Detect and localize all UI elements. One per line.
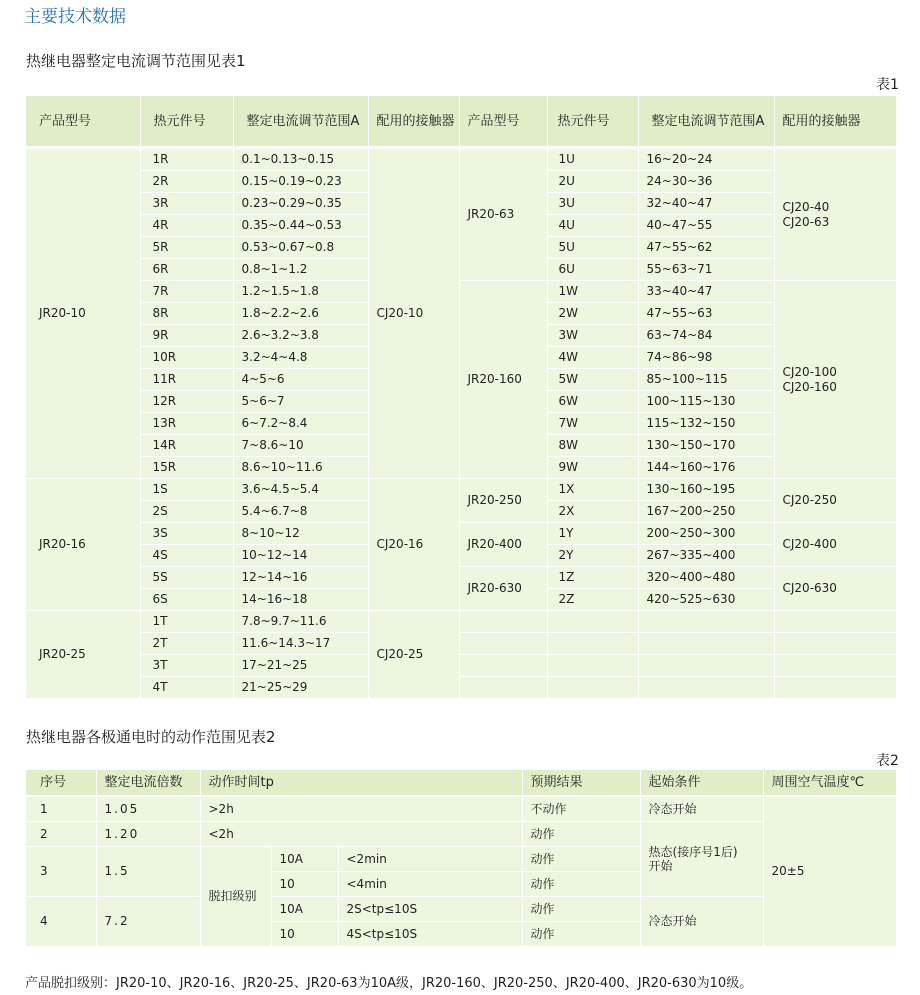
current-range: 63~74~84 bbox=[638, 325, 774, 347]
current-range: 267~335~400 bbox=[638, 545, 774, 567]
heater-element: 11R bbox=[140, 369, 233, 391]
heater-element: 3T bbox=[140, 655, 233, 677]
heater-element: 6S bbox=[140, 589, 233, 611]
heater-element: 2X bbox=[547, 501, 638, 523]
ambient-temperature: 20±5 bbox=[763, 796, 896, 947]
current-range: 420~525~630 bbox=[638, 589, 774, 611]
heater-element: 2T bbox=[140, 633, 233, 655]
current-range: 14~16~18 bbox=[233, 589, 368, 611]
heater-element: 2S bbox=[140, 501, 233, 523]
action-time: 4S<tp≤10S bbox=[338, 922, 522, 947]
heater-element: 3W bbox=[547, 325, 638, 347]
current-range: 1.2~1.5~1.8 bbox=[233, 281, 368, 303]
trip-class: 10 bbox=[271, 872, 338, 897]
current-range: 3.2~4~4.8 bbox=[233, 347, 368, 369]
heater-element: 2U bbox=[547, 171, 638, 193]
table1-row bbox=[26, 655, 896, 677]
current-multiple: 1.20 bbox=[96, 822, 200, 847]
table2-header-cell: 预期结果 bbox=[522, 770, 640, 796]
heater-element: 2Y bbox=[547, 545, 638, 567]
heater-element: 1T bbox=[140, 611, 233, 633]
current-range: 320~400~480 bbox=[638, 567, 774, 589]
empty-cell bbox=[459, 677, 547, 699]
empty-cell bbox=[638, 655, 774, 677]
current-range: 200~250~300 bbox=[638, 523, 774, 545]
heater-element: 1R bbox=[140, 148, 233, 171]
current-range: 167~200~250 bbox=[638, 501, 774, 523]
current-multiple: 7.2 bbox=[96, 897, 200, 947]
heater-element: 2R bbox=[140, 171, 233, 193]
current-range: 8~10~12 bbox=[233, 523, 368, 545]
table2-header-cell: 起始条件 bbox=[640, 770, 763, 796]
action-time: <2h bbox=[200, 822, 522, 847]
table1-header-cell: 热元件号 bbox=[547, 96, 638, 148]
current-range: 1.8~2.2~2.6 bbox=[233, 303, 368, 325]
empty-cell bbox=[774, 633, 896, 655]
heater-element: 14R bbox=[140, 435, 233, 457]
empty-cell bbox=[547, 633, 638, 655]
current-range: 130~160~195 bbox=[638, 479, 774, 501]
heater-element: 9R bbox=[140, 325, 233, 347]
heater-element: 4T bbox=[140, 677, 233, 699]
expected-result: 动作 bbox=[522, 872, 640, 897]
current-range: 16~20~24 bbox=[638, 148, 774, 171]
heater-element: 10R bbox=[140, 347, 233, 369]
action-time: 2S<tp≤10S bbox=[338, 897, 522, 922]
table1-row bbox=[26, 479, 896, 501]
heater-element: 5R bbox=[140, 237, 233, 259]
table1-row bbox=[26, 677, 896, 699]
table1-header-cell: 产品型号 bbox=[26, 96, 140, 148]
current-range: 7.8~9.7~11.6 bbox=[233, 611, 368, 633]
heater-element: 12R bbox=[140, 391, 233, 413]
table2-header-row bbox=[26, 770, 896, 796]
table1-header-cell: 配用的接触器 bbox=[368, 96, 459, 148]
heater-element: 1Y bbox=[547, 523, 638, 545]
current-multiple: 1.5 bbox=[96, 847, 200, 897]
table1-header-cell: 热元件号 bbox=[140, 96, 233, 148]
contactor: CJ20-100 CJ20-160 bbox=[774, 281, 896, 479]
current-range: 85~100~115 bbox=[638, 369, 774, 391]
current-range: 0.23~0.29~0.35 bbox=[233, 193, 368, 215]
heater-element: 3R bbox=[140, 193, 233, 215]
current-range: 11.6~14.3~17 bbox=[233, 633, 368, 655]
current-range: 0.15~0.19~0.23 bbox=[233, 171, 368, 193]
heater-element: 5U bbox=[547, 237, 638, 259]
row-number: 2 bbox=[26, 822, 96, 847]
current-range: 5.4~6.7~8 bbox=[233, 501, 368, 523]
row-number: 3 bbox=[26, 847, 96, 897]
empty-cell bbox=[638, 611, 774, 633]
heater-element: 4R bbox=[140, 215, 233, 237]
empty-cell bbox=[547, 677, 638, 699]
heater-element: 3U bbox=[547, 193, 638, 215]
table2-header-cell: 序号 bbox=[26, 770, 96, 796]
current-range: 130~150~170 bbox=[638, 435, 774, 457]
empty-cell bbox=[638, 633, 774, 655]
table1-row bbox=[26, 148, 896, 171]
empty-cell bbox=[547, 655, 638, 677]
current-range: 6~7.2~8.4 bbox=[233, 413, 368, 435]
heater-element: 1U bbox=[547, 148, 638, 171]
empty-cell bbox=[459, 633, 547, 655]
heater-element: 5W bbox=[547, 369, 638, 391]
current-range: 100~115~130 bbox=[638, 391, 774, 413]
start-condition: 冷态开始 bbox=[640, 796, 763, 822]
current-range: 24~30~36 bbox=[638, 171, 774, 193]
heater-element: 4W bbox=[547, 347, 638, 369]
current-range: 7~8.6~10 bbox=[233, 435, 368, 457]
heater-element: 6W bbox=[547, 391, 638, 413]
section-title: 主要技术数据 bbox=[24, 7, 126, 27]
table2 bbox=[26, 770, 897, 947]
product-model: JR20-16 bbox=[26, 479, 140, 611]
contactor: CJ20-16 bbox=[368, 479, 459, 611]
trip-class-label: 脱扣级别 bbox=[200, 847, 271, 947]
current-range: 12~14~16 bbox=[233, 567, 368, 589]
heater-element: 15R bbox=[140, 457, 233, 479]
current-range: 0.35~0.44~0.53 bbox=[233, 215, 368, 237]
action-time: <2min bbox=[338, 847, 522, 872]
contactor: CJ20-25 bbox=[368, 611, 459, 699]
product-model: JR20-400 bbox=[459, 523, 547, 567]
current-range: 47~55~63 bbox=[638, 303, 774, 325]
heater-element: 5S bbox=[140, 567, 233, 589]
heater-element: 8W bbox=[547, 435, 638, 457]
heater-element: 4S bbox=[140, 545, 233, 567]
current-range: 4~5~6 bbox=[233, 369, 368, 391]
product-model: JR20-10 bbox=[26, 148, 140, 479]
table1-label: 表1 bbox=[876, 77, 899, 93]
product-model: JR20-250 bbox=[459, 479, 547, 523]
current-range: 33~40~47 bbox=[638, 281, 774, 303]
empty-cell bbox=[459, 611, 547, 633]
table1-row bbox=[26, 567, 896, 589]
empty-cell bbox=[774, 611, 896, 633]
start-condition: 热态(接序号1后) 开始 bbox=[640, 822, 763, 897]
row-number: 1 bbox=[26, 796, 96, 822]
table1-body bbox=[26, 96, 896, 699]
contactor: CJ20-10 bbox=[368, 148, 459, 479]
table2-header-cell: 动作时间tp bbox=[200, 770, 522, 796]
empty-cell bbox=[774, 677, 896, 699]
current-range: 2.6~3.2~3.8 bbox=[233, 325, 368, 347]
table1-caption: 热继电器整定电流调节范围见表1 bbox=[26, 52, 246, 70]
trip-class: 10A bbox=[271, 897, 338, 922]
table1-row bbox=[26, 281, 896, 303]
action-time: >2h bbox=[200, 796, 522, 822]
heater-element: 1Z bbox=[547, 567, 638, 589]
heater-element: 6R bbox=[140, 259, 233, 281]
expected-result: 动作 bbox=[522, 897, 640, 922]
product-model: JR20-25 bbox=[26, 611, 140, 699]
trip-class: 10A bbox=[271, 847, 338, 872]
current-range: 3.6~4.5~5.4 bbox=[233, 479, 368, 501]
start-condition: 冷态开始 bbox=[640, 897, 763, 947]
heater-element: 2Z bbox=[547, 589, 638, 611]
empty-cell bbox=[459, 655, 547, 677]
current-range: 40~47~55 bbox=[638, 215, 774, 237]
heater-element: 7R bbox=[140, 281, 233, 303]
current-range: 144~160~176 bbox=[638, 457, 774, 479]
contactor: CJ20-400 bbox=[774, 523, 896, 567]
empty-cell bbox=[774, 655, 896, 677]
product-model: JR20-63 bbox=[459, 148, 547, 281]
heater-element: 2W bbox=[547, 303, 638, 325]
current-range: 55~63~71 bbox=[638, 259, 774, 281]
heater-element: 1S bbox=[140, 479, 233, 501]
heater-element: 9W bbox=[547, 457, 638, 479]
empty-cell bbox=[638, 677, 774, 699]
heater-element: 7W bbox=[547, 413, 638, 435]
table2-label: 表2 bbox=[876, 753, 899, 769]
table1-header-cell: 整定电流调节范围A bbox=[638, 96, 774, 148]
table1-header-row bbox=[26, 96, 896, 148]
current-range: 32~40~47 bbox=[638, 193, 774, 215]
heater-element: 8R bbox=[140, 303, 233, 325]
table1-header-cell: 产品型号 bbox=[459, 96, 547, 148]
footnote: 产品脱扣级别：JR20-10、JR20-16、JR20-25、JR20-63为10A级，JR20-160、JR20-250、JR20-400、JR20-630为10级。 bbox=[25, 976, 753, 991]
current-range: 0.1~0.13~0.15 bbox=[233, 148, 368, 171]
current-range: 8.6~10~11.6 bbox=[233, 457, 368, 479]
heater-element: 4U bbox=[547, 215, 638, 237]
table1 bbox=[26, 96, 897, 699]
contactor: CJ20-40 CJ20-63 bbox=[774, 148, 896, 281]
heater-element: 6U bbox=[547, 259, 638, 281]
current-range: 17~21~25 bbox=[233, 655, 368, 677]
row-number: 4 bbox=[26, 897, 96, 947]
table2-caption: 热继电器各极通电时的动作范围见表2 bbox=[26, 728, 276, 746]
product-model: JR20-630 bbox=[459, 567, 547, 611]
expected-result: 动作 bbox=[522, 822, 640, 847]
table2-header-cell: 整定电流倍数 bbox=[96, 770, 200, 796]
heater-element: 13R bbox=[140, 413, 233, 435]
expected-result: 动作 bbox=[522, 922, 640, 947]
table2-row bbox=[26, 796, 896, 822]
expected-result: 动作 bbox=[522, 847, 640, 872]
table1-header-cell: 配用的接触器 bbox=[774, 96, 896, 148]
table1-row bbox=[26, 611, 896, 633]
current-range: 115~132~150 bbox=[638, 413, 774, 435]
current-range: 0.53~0.67~0.8 bbox=[233, 237, 368, 259]
table1-row bbox=[26, 633, 896, 655]
current-range: 10~12~14 bbox=[233, 545, 368, 567]
expected-result: 不动作 bbox=[522, 796, 640, 822]
current-range: 5~6~7 bbox=[233, 391, 368, 413]
table2-header-cell: 周围空气温度℃ bbox=[763, 770, 896, 796]
contactor: CJ20-630 bbox=[774, 567, 896, 611]
contactor: CJ20-250 bbox=[774, 479, 896, 523]
current-range: 21~25~29 bbox=[233, 677, 368, 699]
current-range: 0.8~1~1.2 bbox=[233, 259, 368, 281]
current-range: 74~86~98 bbox=[638, 347, 774, 369]
product-model: JR20-160 bbox=[459, 281, 547, 479]
current-range: 47~55~62 bbox=[638, 237, 774, 259]
trip-class: 10 bbox=[271, 922, 338, 947]
heater-element: 1W bbox=[547, 281, 638, 303]
table1-row bbox=[26, 523, 896, 545]
heater-element: 1X bbox=[547, 479, 638, 501]
empty-cell bbox=[547, 611, 638, 633]
current-multiple: 1.05 bbox=[96, 796, 200, 822]
table1-header-cell: 整定电流调节范围A bbox=[233, 96, 368, 148]
action-time: <4min bbox=[338, 872, 522, 897]
heater-element: 3S bbox=[140, 523, 233, 545]
